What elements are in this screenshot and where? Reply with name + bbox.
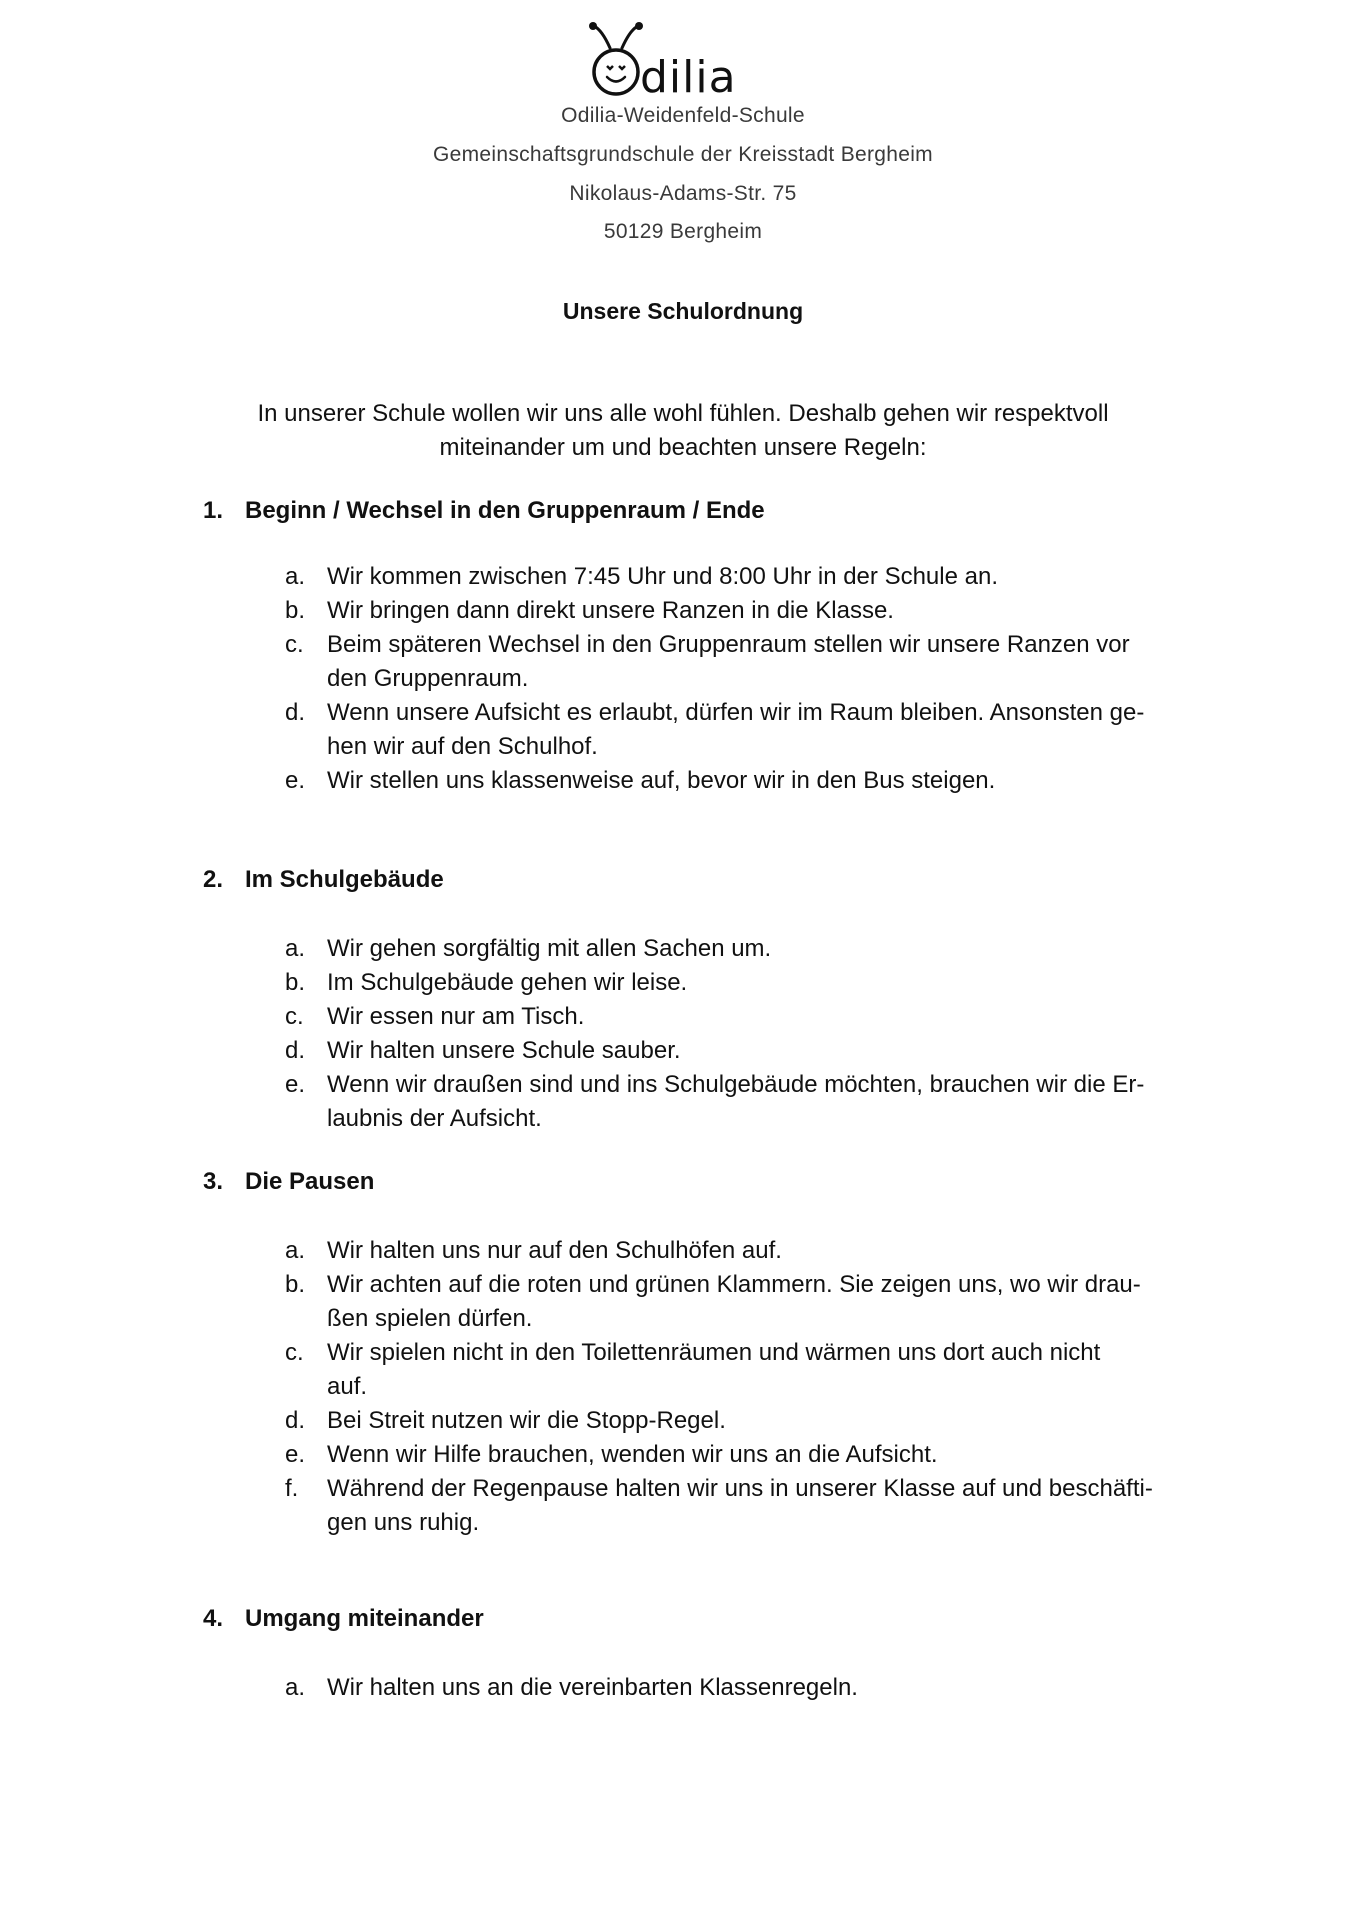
rule-text: Wir gehen sorgfältig mit allen Sachen um. <box>327 935 772 962</box>
rule-letter: a. <box>285 563 306 590</box>
section-title: Im Schulgebäude <box>245 866 444 893</box>
intro-paragraph <box>0 397 1366 465</box>
rule-item <box>285 1034 1205 1068</box>
rule-list <box>285 1234 1205 1540</box>
rule-item <box>285 560 1205 594</box>
section-number: 1. <box>203 497 224 524</box>
rule-list <box>285 932 1205 1136</box>
rule-letter: c. <box>285 1003 304 1030</box>
rule-item <box>285 1268 1205 1336</box>
rule-item <box>285 932 1205 966</box>
section-number: 2. <box>203 866 224 893</box>
rule-text: Wir bringen dann direkt unsere Ranzen in die Klasse. <box>327 597 894 624</box>
school-logo <box>580 20 780 100</box>
rule-letter: e. <box>285 767 306 794</box>
rule-letter: c. <box>285 1339 304 1366</box>
rule-item <box>285 1472 1205 1540</box>
rule-item <box>285 696 1205 764</box>
section-heading <box>203 497 765 525</box>
rule-letter: a. <box>285 1674 306 1701</box>
rule-letter: d. <box>285 699 306 726</box>
bee-logo-icon <box>580 20 780 100</box>
rule-text: Beim späteren Wechsel in den Gruppenraum stellen wir unsere Ranzen vor <box>327 631 1130 658</box>
rule-letter: f. <box>285 1475 299 1502</box>
intro-line: miteinander um und beachten unsere Regeln: <box>439 434 927 461</box>
school-street: Nikolaus-Adams-Str. 75 <box>569 182 797 205</box>
rule-text: Wenn wir draußen sind und ins Schulgebäude möchten, brauchen wir die Er- <box>327 1071 1145 1098</box>
rule-list <box>285 560 1205 798</box>
section-heading <box>203 1168 374 1196</box>
rule-text-continued: hen wir auf den Schulhof. <box>327 733 598 760</box>
rule-item <box>285 1068 1205 1136</box>
rule-text: Während der Regenpause halten wir uns in unserer Klasse auf und beschäfti- <box>327 1475 1153 1502</box>
rule-letter: b. <box>285 597 306 624</box>
rule-item <box>285 594 1205 628</box>
rule-item <box>285 1336 1205 1404</box>
rule-text: Wir halten unsere Schule sauber. <box>327 1037 681 1064</box>
rule-letter: a. <box>285 1237 306 1264</box>
rule-text: Bei Streit nutzen wir die Stopp-Regel. <box>327 1407 726 1434</box>
rule-item <box>285 1438 1205 1472</box>
rule-text: Wenn wir Hilfe brauchen, wenden wir uns an die Aufsicht. <box>327 1441 938 1468</box>
rule-item <box>285 1234 1205 1268</box>
rule-item <box>285 628 1205 696</box>
rule-text: Wir stellen uns klassenweise auf, bevor wir in den Bus steigen. <box>327 767 996 794</box>
rule-letter: d. <box>285 1037 306 1064</box>
rule-letter: d. <box>285 1407 306 1434</box>
rule-letter: b. <box>285 1271 306 1298</box>
rule-text-continued: gen uns ruhig. <box>327 1509 480 1536</box>
rule-list <box>285 1671 1205 1705</box>
rule-text-continued: auf. <box>327 1373 368 1400</box>
section-number: 4. <box>203 1605 224 1632</box>
rule-text-continued: laubnis der Aufsicht. <box>327 1105 542 1132</box>
section-title: Umgang miteinander <box>245 1605 484 1632</box>
rule-text: Wir halten uns an die vereinbarten Klassenregeln. <box>327 1674 858 1701</box>
intro-line: In unserer Schule wollen wir uns alle wohl fühlen. Deshalb gehen wir respektvoll <box>257 400 1109 427</box>
rule-text: Wir kommen zwischen 7:45 Uhr und 8:00 Uhr in der Schule an. <box>327 563 998 590</box>
section-title: Beginn / Wechsel in den Gruppenraum / Ende <box>245 497 765 524</box>
rule-letter: e. <box>285 1441 306 1468</box>
rule-text: Im Schulgebäude gehen wir leise. <box>327 969 688 996</box>
school-name: Odilia-Weidenfeld-Schule <box>561 104 805 127</box>
rule-letter: a. <box>285 935 306 962</box>
school-type: Gemeinschaftsgrundschule der Kreisstadt Bergheim <box>433 143 933 166</box>
rule-item <box>285 1671 1205 1705</box>
document-title: Unsere Schulordnung <box>562 298 804 324</box>
rule-letter: c. <box>285 631 304 658</box>
rule-item <box>285 966 1205 1000</box>
rule-text: Wir spielen nicht in den Toilettenräumen und wärmen uns dort auch nicht <box>327 1339 1101 1366</box>
rule-text: Wir halten uns nur auf den Schulhöfen auf. <box>327 1237 782 1264</box>
section-heading <box>203 1605 484 1633</box>
rule-text: Wir achten auf die roten und grünen Klammern. Sie zeigen uns, wo wir drau- <box>327 1271 1141 1298</box>
rule-text-continued: den Gruppenraum. <box>327 665 529 692</box>
rule-text: Wenn unsere Aufsicht es erlaubt, dürfen wir im Raum bleiben. Ansonsten ge- <box>327 699 1145 726</box>
section-title: Die Pausen <box>245 1168 375 1195</box>
rule-text-continued: ßen spielen dürfen. <box>327 1305 533 1332</box>
rule-item <box>285 1000 1205 1034</box>
section-number: 3. <box>203 1168 224 1195</box>
rule-item <box>285 1404 1205 1438</box>
rule-item <box>285 764 1205 798</box>
rule-letter: b. <box>285 969 306 996</box>
section-heading <box>203 866 444 894</box>
school-city: 50129 Bergheim <box>603 220 763 243</box>
rule-letter: e. <box>285 1071 306 1098</box>
svg-text:dilia: dilia <box>640 52 737 100</box>
rule-text: Wir essen nur am Tisch. <box>327 1003 585 1030</box>
